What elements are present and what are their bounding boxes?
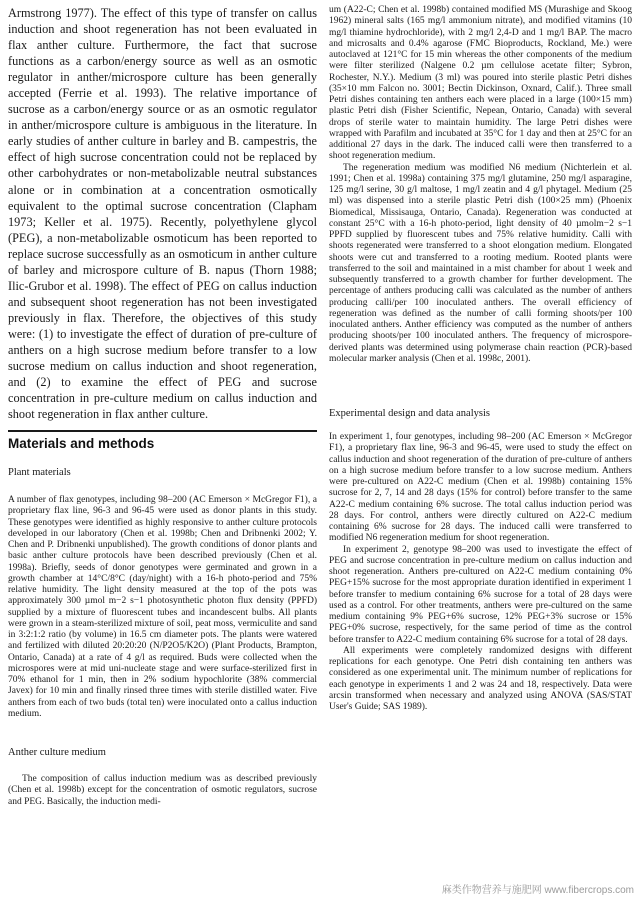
anther-medium-heading: Anther culture medium	[8, 747, 106, 759]
left-column	[8, 5, 317, 808]
medium-paragraph: um (A22-C; Chen et al. 1998b) contained modified MS (Murashige and Skoog 1962) mineral salts (165 mg/l ammonium nitrate), and modified vitamins (10 mg/l thiamine hydrochloride), with 2 mg/l 2,4-D and 1 mg/l BAP. The macro and microsalts and 0.4% agarose (FMC Bioproducts, Rockland, Me.) were autoclaved at 121°C for 15 min whereas the other components of the medium were filter sterilized (Nalgene 0.2 µm cellulose acetate filter; Sybron, Rochester, N.Y.). Medium (3 ml) was poured into sterile plastic Petri dishes (35×10 mm Falcon no. 3001; Bectin Dickinson, Oxnard, Calif.). Three small Petri dishes containing ten anthers each were placed in a large (100×15 mm) plastic Petri dish (Fisher Scientific, Nepean, Ontario, Canada) with several drops of sterile water to maintain humidity. The large Petri dishes were wrapped with Parafilm and incubated at 35°C for 1 day and then at 25°C for an additional 27 days in the dark. The induced calli were then transferred to a shoot regeneration medium.	[329, 5, 632, 162]
design-paragraph: All experiments were completely randomized designs with different replications for each genotype. One Petri dish containing ten anthers was considered as one experimental unit. The minimum number of replications for each genotype in experiments 1 and 2 was 24 and 18, respectively. Data were arcsin transformed when necessary and analyzed using ANOVA (SAS/STAT User's Guide; SAS 1989).	[329, 645, 632, 712]
plant-materials-heading: Plant materials	[8, 467, 71, 479]
regeneration-paragraph: The regeneration medium was modified N6 medium (Nichterlein et al. 1991; Chen et al. 1998a) containing 375 mg/l glutamine, 250 mg/l asparagine, 125 mg/l serine, 30 g/l maltose, 1 mg/l zeatin and 4 g/l phytagel. Medium (25 ml) was dispensed into a sterile plastic Petri dish (100×25 mm) (Phoenix Biomedical, Missisauga, Ontario, Canada). Regeneration was conducted at constant 25°C with a 16-h photo-period, light density of 40 µmolm−2 s−1 PPFD supplied by fluorescent tubes and 75% relative humidity. Calli with shoots regenerated were transferred to a shoot elongation medium. Elongated shoots were cut and transferred to a rooting medium. Rooted plants were transferred to the soil and maintained in a mist chamber for about 1 week and subsequently transferred to a growth chamber for further development. The percentage of anthers producing calli was calculated as the number of anthers producing calli/per 100 inoculated anthers. The overall efficiency of regeneration was defined as the number of calli forming shoots/per 100 inoculated anthers. Anther efficiency was computed as the number of anthers producing shoots/per 100 inoculated anthers. The frequency of microspore-derived plants was determined using polymerase chain reaction (PCR)-based molecular marker analysis (Chen et al. 1998c, 2001).	[329, 162, 632, 364]
intro-paragraph: Armstrong 1977). The effect of this type of transfer on callus induction and shoot regeneration has not been evaluated in flax anther culture. Furthermore, the fact that sucrose functions as a carbon/energy source as well as an osmotic regulator in anther/microspore culture has been generally accepted (Ferrie et al. 1993). The relative importance of sucrose as a carbon/energy source or as an osmotic regulator in anther/microspore culture is ambiguous in the literature. In early studies of anther culture in barley and B. campestris, the effect of high sucrose concentration could not be replaced by other carbohydrates or non-metabolizable neutral substances alone or in combination at a concentration osmotically equivalent to the optimal sucrose concentration (Clapham 1973; Keller et al. 1975). Recently, polyethylene glycol (PEG), a non-metabolizable osmoticum has been reported to replace sucrose successfully as an osmoticum in anther culture of barley and microspore culture of B. napus (Thorn 1988; Ilic-Grubor et al. 1998). The effect of PEG on callus induction and subsequent shoot regeneration has not been investigated previously in flax. Therefore, the objectives of this study were: (1) to investigate the effect of duration of pre-culture of anthers on a high sucrose medium before transfer to a low sucrose medium on callus induction and shoot regeneration, and (2) to examine the effect of PEG and sucrose concentration in pre-culture medium on callus induction and shoot regeneration in flax anther culture.	[8, 6, 317, 422]
experiment1-paragraph: In experiment 1, four genotypes, including 98–200 (AC Emerson × McGregor F1), a proprietary flax line, 96-3 and 96-45, were used to study the effect on callus induction and shoot regeneration of the duration of pre-culture of anthers on a high sucrose medium before transfer to a low sucrose medium. Anthers were pre-cultured on A22-C medium (Chen et al. 1998b) containing 15% sucrose for 2, 7, 14 and 28 days (15% for control) before transfer to the same A22-C medium containing 6% sucrose. The total callus induction period was 28 days. For control, anthers were directly cultured on A22-C medium containing 6% sucrose for 28 days. The induced calli were transferred to modified N6 regeneration medium for shoot regeneration.	[329, 432, 632, 544]
plant-materials-paragraph: A number of flax genotypes, including 98–200 (AC Emerson × McGregor F1), a proprietary flax line, 96-3 and 96-45 were used as donor plants in this study. These genotypes were identified as highly responsive to anther culture protocols developed in our laboratory (Chen et al. 1998b; Chen and Dribnenki 2002; Y. Chen and P. Dribnenki unpublished). The growth conditions of donor plants and basic anther culture protocols have been described previously (Chen et al. 1998a). Briefly, seeds of donor genotypes were germinated and grown in a growth chamber at 14°C/8°C (day/night) with a 16-h photo-period and 75% relative humidity. The light density measured at the top of the pots was approximately 300 µmol m−2 s−1 photosynthetic photon flux density (PPFD) supplied by a mixture of fluorescent tubes and incandescent bulbs. All plants were grown in a steam-sterilized mixture of soil, peat moss, vermiculite and sand in 3:2:1:2 ratio (by volume) in 16.5 cm diameter pots. The plants were watered and fertilized with diluted 20:20:20 (N/P2O5/K2O) (Plant Products, Brampton, Ontario, Canada) at a rate of 4 g/l as required. Buds were collected when the microspores were at mid uni-nucleate stage and were surface-sterilized first in 70% ethanol for 1 min, then in 2% sodium hypochlorite (38% commercial Javex) for 10 min and finally rinsed three times with sterile distilled water. Five anthers from each of two buds (total ten) were inoculated onto a callus induction medium.	[8, 495, 317, 719]
section-divider	[8, 430, 317, 432]
experimental-design-heading: Experimental design and data analysis	[329, 408, 490, 419]
watermark: 麻类作物营养与施肥网 www.fibercrops.com	[441, 885, 634, 896]
section-title: Materials and methods	[8, 436, 155, 452]
experiment2-paragraph: In experiment 2, genotype 98–200 was used to investigate the effect of PEG and sucrose concentration in pre-culture medium on callus induction and shoot regeneration. Anthers pre-cultured on A22-C medium containing 0% PEG+15% sucrose for the most appropriate duration identified in experiment 1 before transfer to medium containing 6% sucrose for a total of 28 days were used as a control. For other treatments, anthers were pre-cultured on the same medium containing 9% PEG+6% sucrose, 12% PEG+3% sucrose or 15% PEG+0% sucrose, respectively, for the same period of time as the control before transfer to A22-C medium containing 6% sucrose for a total of 28 days.	[329, 544, 632, 645]
right-column	[329, 5, 632, 713]
anther-medium-paragraph: The composition of callus induction medium was as described previously (Chen et al. 1998b) except for the concentration of osmotic regulators, sucrose and PEG. Basically, the induction medi-	[8, 774, 317, 807]
